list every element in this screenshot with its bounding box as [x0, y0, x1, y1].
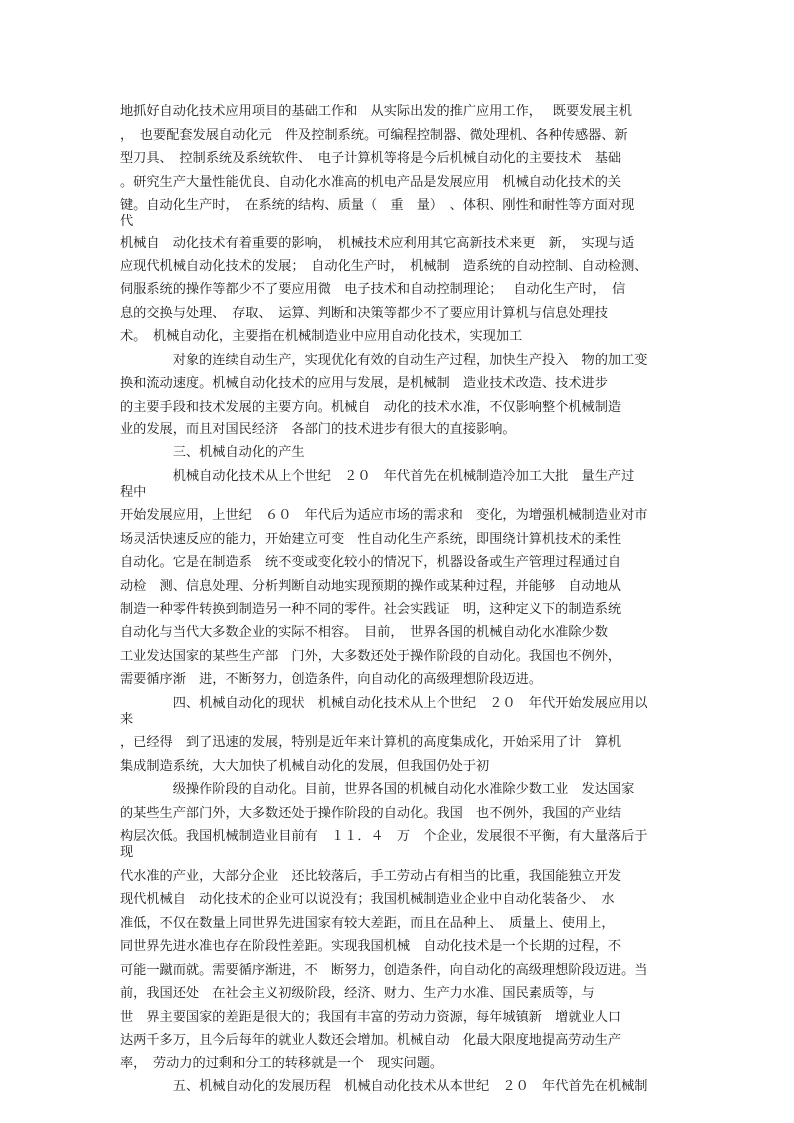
text-line: 自动化与当代大多数企业的实际不相容。 目前， 世界各国的机械自动化水准除少数 — [120, 625, 608, 640]
text-line: 四、机械自动化的现状 机械自动化技术从上个世纪 ２０ 年代开始发展应用以 — [120, 696, 648, 711]
text-line: 术。 机械自动化，主要指在机械制造业中应用自动化技术，实现加工 — [120, 329, 523, 344]
text-line: 应现代机械自动化技术的发展； 自动化生产时， 机械制 造系统的自动控制、自动检测、 — [120, 259, 648, 274]
text-line: 机械自动化技术从上个世纪 ２０ 年代首先在机械制造冷加工大批 量生产过 — [120, 469, 635, 484]
text-line: 工业发达国家的某些生产部 门外，大多数还处于操作阶段的自动化。我国也不例外， — [120, 649, 622, 664]
text-line: 五、机械自动化的发展历程 机械自动化技术从本世纪 ２０ 年代首先在机械制 — [120, 1079, 648, 1094]
text-line: 的某些生产部门外，大多数还处于操作阶段的自动化。我国 也不例外，我国的产业结 — [120, 806, 622, 821]
text-line: 的主要手段和技术发展的主要方向。机械自 动化的技术水准，不仅影响整个机械制造 — [120, 400, 622, 415]
text-line: 型刀具、 控制系统及系统软件、 电子计算机等将是今后机械自动化的主要技术 基础 — [120, 151, 622, 166]
text-line: 来 — [120, 712, 134, 727]
text-line: 集成制造系统，大大加快了机械自动化的发展，但我国仍处于初 — [120, 759, 490, 774]
text-line: 构层次低。我国机械制造业目前有 １１．４ 万 个企业，发展很不平衡，有大量落后于 — [120, 829, 648, 844]
text-line: 同世界先进水准也存在阶段性差距。实现我国机械 自动化技术是一个长期的过程，不 — [120, 939, 622, 954]
text-line: 对象的连续自动生产，实现优化有效的自动生产过程，加快生产投入 物的加工变 — [120, 353, 648, 368]
text-line: 换和流动速度。机械自动化技术的应用与发展，是机械制 造业技术改造、技术进步 — [120, 376, 608, 391]
text-line: 世 界主要国家的差距是很大的；我国有丰富的劳动力资源，每年城镇新 增就业人口 — [120, 1010, 622, 1025]
text-line: 息的交换与处理、 存取、 运算、判断和决策等都少不了要应用计算机与信息处理技 — [120, 306, 608, 321]
text-line: 机械自 动化技术有着重要的影响， 机械技术应利用其它高新技术来更 新， 实现与适 — [120, 236, 635, 251]
text-line: 伺服系统的操作等都少不了要应用微 电子技术和自动控制理论； 自动化生产时， 信 — [120, 282, 626, 297]
text-line: 。研究生产大量性能优良、自动化水准高的机电产品是发展应用 机械自动化技术的关 — [120, 175, 622, 190]
text-line: 代 — [120, 214, 134, 229]
text-line: 业的发展，而且对国民经济 各部门的技术进步有很大的直接影响。 — [120, 422, 516, 437]
text-line: 地抓好自动化技术应用项目的基础工作和 从实际出发的推广应用工作， 既要发展主机 — [120, 104, 632, 119]
text-line: 键。自动化生产时， 在系统的结构、质量（ 重 量） 、体积、刚性和耐性等方面对现 — [120, 198, 635, 213]
text-line: 程中 — [120, 485, 147, 500]
text-line: 率， 劳动力的过剩和分工的转移就是一个 现实问题。 — [120, 1056, 444, 1071]
text-line: 代水准的产业，大部分企业 还比较落后，手工劳动占有相当的比重，我国能独立开发 — [120, 869, 622, 884]
text-line: 现 — [120, 845, 134, 860]
text-line: 达两千多万，且今后每年的就业人数还会增加。机械自动 化最大限度地提高劳动生产 — [120, 1033, 622, 1048]
text-line: 需要循序渐 进，不断努力，创造条件，向自动化的高级理想阶段迈进。 — [120, 672, 542, 687]
text-line: 现代机械自 动化技术的企业可以说没有；我国机械制造业企业中自动化装备少、 水 — [120, 892, 615, 907]
text-line: 自动化。它是在制造系 统不变或变化较小的情况下，机器设备或生产管理过程通过自 — [120, 555, 622, 570]
text-line: 制造一种零件转换到制造另一种不同的零件。社会实践证 明，这种定义下的制造系统 — [120, 602, 622, 617]
text-line: 级操作阶段的自动化。目前，世界各国的机械自动化水准除少数工业 发达国家 — [120, 782, 635, 797]
text-line: 场灵活快速反应的能力，开始建立可变 性自动化生产系统，即围绕计算机技术的柔性 — [120, 532, 622, 547]
text-line: 前，我国还处 在社会主义初级阶段，经济、财力、生产力水准、国民素质等，与 — [120, 986, 595, 1001]
text-line: ，已经得 到了迅速的发展，特别是近年来计算机的高度集成化，开始采用了计 算机 — [120, 735, 622, 750]
text-line: 可能一蹴而就。需要循序渐进，不 断努力，创造条件，向自动化的高级理想阶段迈进。当 — [120, 963, 648, 978]
text-line: 三、机械自动化的产生 — [120, 445, 305, 460]
text-line: ， 也要配套发展自动化元 件及控制系统。可编程控制器、微处理机、各种传感器、新 — [120, 128, 628, 143]
text-line: 开始发展应用，上世纪 ６０ 年代后为适应市场的需求和 变化，为增强机械制造业对市 — [120, 508, 648, 523]
text-line: 动检 测、信息处理、分析判断自动地实现预期的操作或某种过程，并能够 自动地从 — [120, 579, 622, 594]
text-line: 准低，不仅在数量上同世界先进国家有较大差距，而且在品种上、 质量上、使用上， — [120, 916, 615, 931]
